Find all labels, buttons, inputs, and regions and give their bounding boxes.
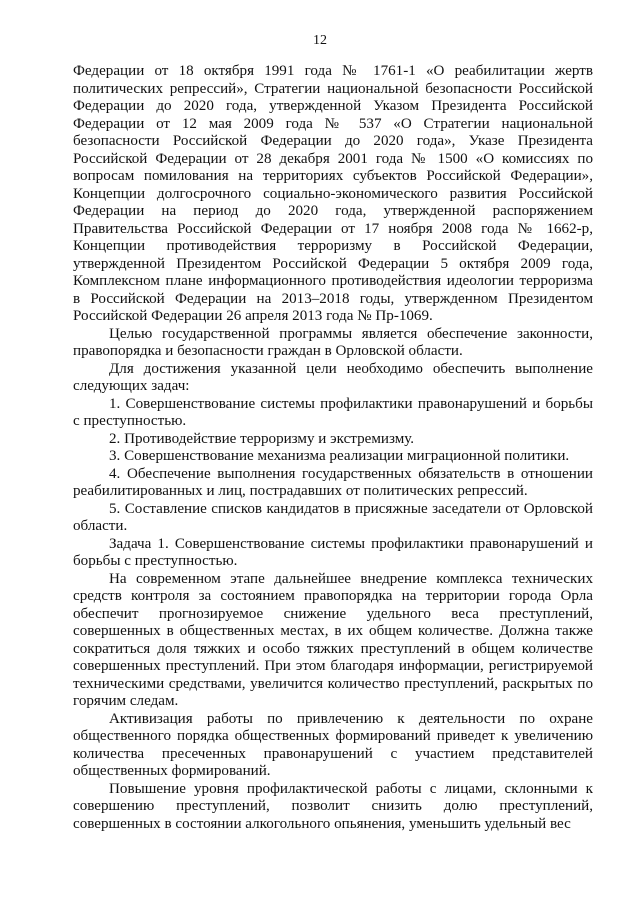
list-item: 2. Противодействие терроризму и экстремизму. (109, 430, 415, 447)
document-body (73, 63, 593, 833)
section-heading: Задача 1. Совершенствование системы профилактики правонарушений и борьбы с преступностью. (73, 535, 593, 569)
page-number: 12 (313, 33, 327, 48)
paragraph: Для достижения указанной цели необходимо обеспечить выполнение следующих задач: (73, 360, 593, 394)
list-item: 1. Совершенствование системы профилактики правонарушений и борьбы с преступностью. (73, 395, 593, 429)
paragraph: Федерации от 18 октября 1991 года № 1761-1 «О реабилитации жертв политических репрессий», Стратегии национальной безопасности Российской Федерации до 2020 года, утвержденной Указом Президента Российской Федерации от 12 мая 2009 года № 537 «О Стратегии национальной безопасности Российской Федерации до 2020 года», Указе Президента Российской Федерации от 28 декабря 2001 года № 1500 «О комиссиях по вопросам помилования на территориях субъектов Российской Федерации», Концепции долгосрочного социально-экономического развития Российской Федерации на период до 2020 года, утвержденной распоряжением Правительства Российской Федерации от 17 ноября 2008 года № 1662-р, Концепции противодействия терроризму в Российской Федерации, утвержденной Президентом Российской Федерации 5 октября 2009 года, Комплексном плане информационного противодействия идеологии терроризма в Российской Федерации на 2013–2018 годы, утвержденном Президентом Российской Федерации 26 апреля 2013 года № Пр-1069. (73, 63, 593, 324)
list-item: 5. Составление списков кандидатов в присяжные заседатели от Орловской области. (73, 500, 593, 534)
paragraph: Повышение уровня профилактической работы с лицами, склонными к совершению преступлений, позволит снизить долю преступлений, совершенных в состоянии алкогольного опьянения, уменьшить удельный вес (73, 780, 593, 832)
list-item: 3. Совершенствование механизма реализации миграционной политики. (109, 448, 570, 464)
list-item: 4. Обеспечение выполнения государственных обязательств в отношении реабилитированных и лиц, пострадавших от политических репрессий. (73, 465, 593, 499)
paragraph: На современном этапе дальнейшее внедрение комплекса технических средств контроля за состоянием правопорядка на территории города Орла обеспечит прогнозируемое снижение удельного веса преступлений, совершенных в общественных местах, в их общем количестве. Должна также сократиться доля тяжких и особо тяжких преступлений в общем количестве совершенных преступлений. При этом благодаря информации, регистрируемой техническими средствами, увеличится количество преступлений, раскрытых по горячим следам. (73, 570, 593, 709)
paragraph: Активизация работы по привлечению к деятельности по охране общественного порядка общественных формирований приведет к увеличению количества пресеченных правонарушений с участием представителей общественных формирований. (73, 710, 593, 779)
paragraph: Целью государственной программы является обеспечение законности, правопорядка и безопасности граждан в Орловской области. (73, 325, 593, 359)
